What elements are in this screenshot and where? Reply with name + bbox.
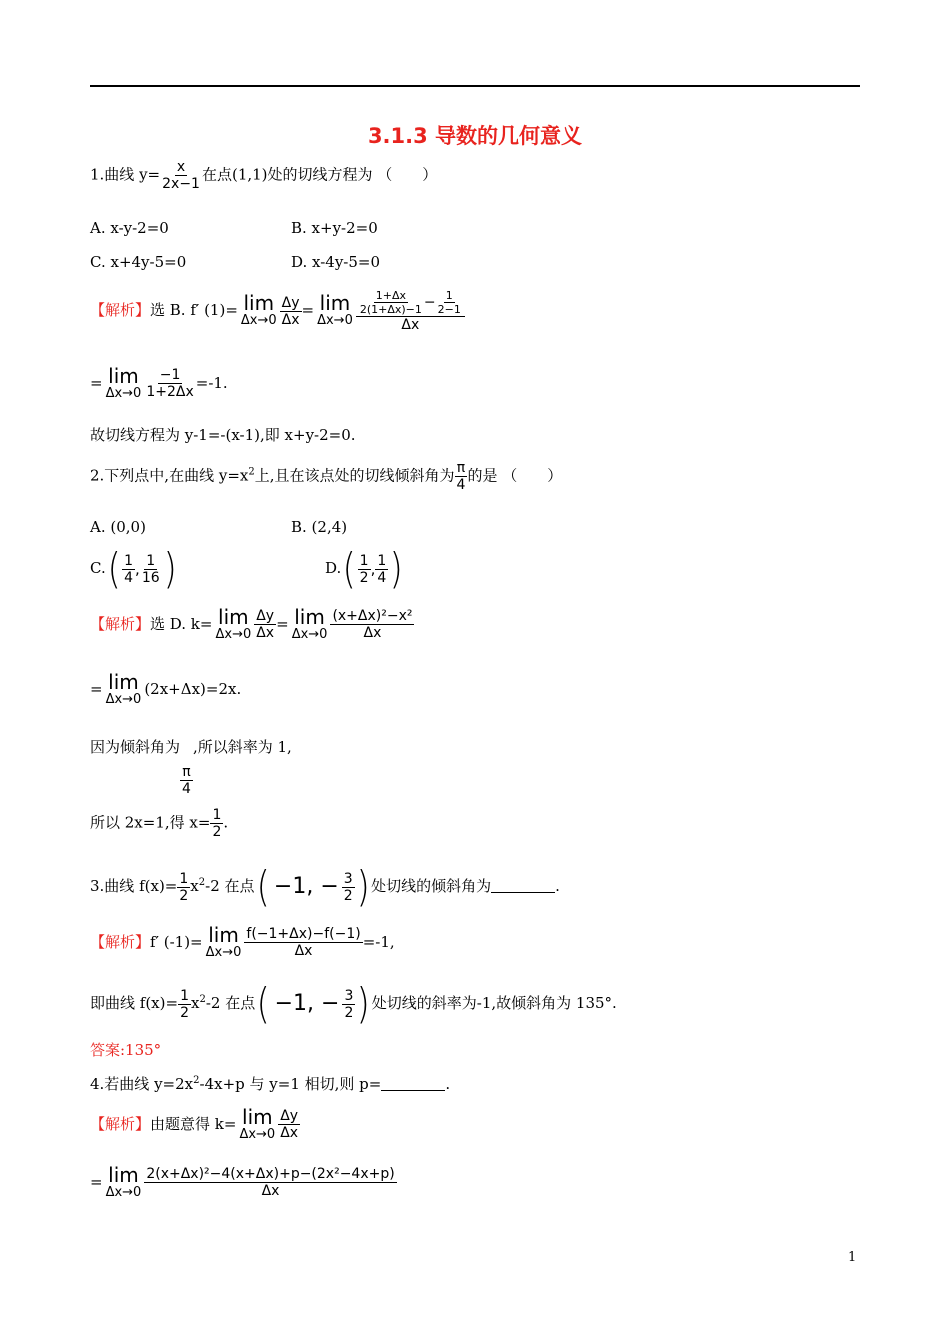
- q2-solution-line4: 所以 2x=1,得 x= $\frac{1}{2}$ .: [90, 807, 229, 840]
- q2-solution-line1: 【解析】选 D. k= lim Δx→0 $\frac{\Delta y}{\Delta x}$ = lim Δx→0 $\frac{\text{(x+Δx)²−x²}}{\Delta x}$: [90, 605, 413, 642]
- q3-stem: 3.曲线 f(x)= $\frac{1}{2}$ $x^2-2$ 在点 ( −1, − $\frac{3}{2}$ ) 处切线的倾斜角为 .: [90, 862, 560, 911]
- q3-answer: 答案:135°: [90, 1041, 162, 1059]
- q1-result-fraction: $\frac{-1}{1+2\Delta x}$: [146, 367, 194, 401]
- q1-fraction: $\frac{x}{2x-1}$: [162, 159, 200, 192]
- q1-stem: 1.曲线 y= $\frac{x}{2x-1}$ 在点(1,1)处的切线方程为 （ ）: [90, 159, 438, 192]
- q3-answer-blank[interactable]: [491, 878, 555, 893]
- q4-stem: 4.若曲线 $y=2x^2-4x+p$ 与 y=1 相切,则 p= .: [90, 1075, 451, 1093]
- q2-option-c: C. ( $\frac{1}{4}$ , $\frac{1}{16}$ ): [90, 544, 177, 593]
- q4-answer-blank[interactable]: [381, 1076, 445, 1091]
- q2-stem: 2.下列点中,在曲线 $y=x^2$上,且在该点处的切线倾斜角为 $\frac{\pi}{4}$ 的是 （ ）: [90, 460, 563, 493]
- limit-symbol: lim Δx→0: [291, 605, 328, 642]
- q3-solution-line1: 【解析】f′ (-1)= lim Δx→0 $\frac{f(-1+\Delta x)-f(-1)}{\Delta x}$ =-1,: [90, 923, 395, 960]
- q1-jiexi-label: 【解析】: [90, 301, 151, 319]
- q4-solution-line1: 【解析】由题意得 k= lim Δx→0 $\frac{\Delta y}{\Delta x}$: [90, 1105, 299, 1142]
- q1-solution-line3: 故切线方程为 y-1=-(x-1),即 x+y-2=0.: [90, 426, 356, 444]
- limit-symbol: lim Δx→0: [240, 291, 277, 329]
- limit-symbol: lim Δx→0: [105, 1163, 142, 1200]
- q2-solution-line2: = lim Δx→0 (2x+Δx)=2x.: [90, 670, 242, 707]
- limit-symbol: lim Δx→0: [105, 364, 142, 401]
- q1-option-b: B. x+y-2=0: [291, 219, 378, 237]
- q2-solution-line3: 因为倾斜角为 $\frac{\pi}{4}$ ,所以斜率为 1,: [90, 738, 292, 797]
- page-title: 3.1.3 导数的几何意义: [367, 124, 583, 148]
- q1-option-c: C. x+4y-5=0: [90, 253, 187, 271]
- header-rule: [90, 85, 860, 87]
- limit-symbol: lim Δx→0: [215, 605, 252, 642]
- q2-option-b: B. (2,4): [291, 518, 348, 536]
- limit-symbol: lim Δx→0: [239, 1105, 276, 1142]
- q2-option-a: A. (0,0): [90, 518, 146, 536]
- q3-difference-quotient: $\frac{f(-1+\Delta x)-f(-1)}{\Delta x}$: [246, 926, 361, 960]
- q1-solution-line1: 【解析】选 B. f′ (1)= lim Δx→0 $\frac{\Delta y}{\Delta x}$ = lim Δx→0 $\frac{1+\Delta x}{2(1+\Delta x)-1}$ − $\frac{1}{2-1}$ Δx: [90, 290, 465, 332]
- q2-option-d: D. ( $\frac{1}{2}$ , $\frac{1}{4}$ ): [325, 544, 404, 593]
- q3-jiexi-label: 【解析】: [90, 932, 151, 951]
- limit-symbol: lim Δx→0: [205, 923, 242, 960]
- q2-difference-quotient: $\frac{\text{(x+Δx)²−x²}}{\Delta x}$: [332, 608, 413, 642]
- q1-dy-dx: $\frac{\Delta y}{\Delta x}$: [281, 294, 300, 328]
- q4-jiexi-label: 【解析】: [90, 1114, 151, 1133]
- limit-symbol: lim Δx→0: [105, 670, 142, 707]
- q4-solution-line2: = lim Δx→0 $\frac{\text{2(x+Δx)²−4(x+Δx)+p−(2x²−4x+p)}}{\Delta x}$: [90, 1163, 395, 1200]
- q1-compound-fraction: $\frac{1+\Delta x}{2(1+\Delta x)-1}$ − $\frac{1}{2-1}$ Δx: [356, 290, 465, 332]
- q1-option-d: D. x-4y-5=0: [291, 253, 381, 271]
- q2-pi-over-4: $\frac{\pi}{4}$: [456, 460, 466, 493]
- limit-symbol: lim Δx→0: [317, 291, 353, 329]
- q2-jiexi-label: 【解析】: [90, 614, 151, 633]
- q1-solution-line2: = lim Δx→0 $\frac{-1}{1+2\Delta x}$ =-1.: [90, 364, 228, 401]
- q3-point: ( −1, − $\frac{3}{2}$ ): [256, 862, 370, 911]
- page-number: 1: [848, 1250, 857, 1265]
- q1-option-a: A. x-y-2=0: [90, 219, 169, 237]
- q4-difference-quotient: $\frac{\text{2(x+Δx)²−4(x+Δx)+p−(2x²−4x+p)}}{\Delta x}$: [146, 1166, 395, 1200]
- q3-solution-line2: 即曲线 f(x)= $\frac{1}{2}$ $x^2-2$ 在点 ( −1, − $\frac{3}{2}$ ) 处切线的斜率为-1,故倾斜角为 135°.: [90, 979, 617, 1028]
